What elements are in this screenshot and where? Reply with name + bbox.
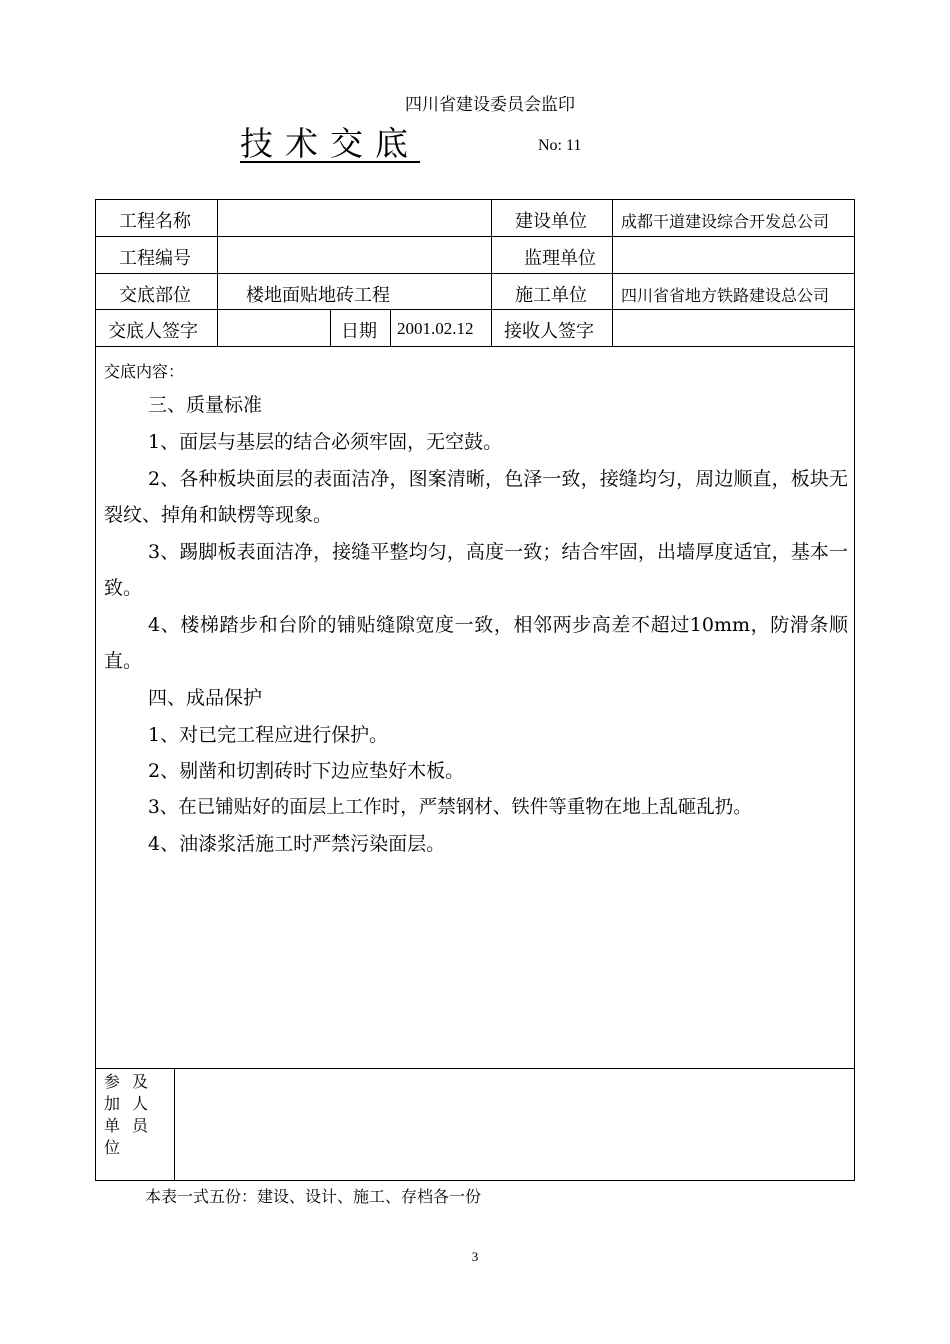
row-divider: [95, 273, 855, 274]
participants-label-line: 单员: [104, 1116, 161, 1135]
discloser-signature-label: 交底人签字: [108, 321, 198, 342]
column-divider: [491, 199, 492, 346]
page-number: 3: [471, 1249, 479, 1264]
row-divider: [95, 1068, 855, 1069]
builder-value: 成都干道建设综合开发总公司: [621, 212, 830, 231]
section-heading-quality: 三、质量标准: [148, 394, 263, 416]
date-label: 日期: [341, 321, 377, 342]
content-paragraph: 3、踢脚板表面洁净，接缝平整均匀，高度一致；结合牢固，出墙厚度适宜，基本一致。: [104, 541, 848, 599]
content-paragraph: 4、油漆浆活施工时严禁污染面层。: [148, 833, 446, 855]
part-value: 楼地面贴地砖工程: [246, 285, 390, 306]
project-no-label: 工程编号: [119, 248, 191, 269]
content-paragraph: 2、各种板块面层的表面洁净，图案清晰，色泽一致，接缝均匀，周边顺直，板块无裂纹、掉角和缺楞等现象。: [104, 468, 848, 526]
receiver-signature-label: 接收人签字: [504, 321, 594, 342]
project-name-label: 工程名称: [119, 211, 191, 232]
content-label: 交底内容：: [104, 362, 185, 381]
row-divider: [95, 236, 855, 237]
participants-label-line: 加人: [104, 1094, 161, 1113]
row-divider: [95, 309, 855, 310]
construction-label: 施工单位: [515, 285, 587, 306]
content-paragraph: 2、剔凿和切割砖时下边应垫好木板。: [148, 760, 465, 782]
part-label: 交底部位: [119, 285, 191, 306]
builder-label: 建设单位: [515, 211, 587, 232]
document-number: No: 11: [538, 137, 582, 154]
column-divider: [612, 199, 613, 346]
document-title: 技术交底: [240, 124, 420, 163]
construction-value: 四川省省地方铁路建设总公司: [621, 286, 830, 305]
content-paragraph: 3、在已铺贴好的面层上工作时，严禁钢材、铁件等重物在地上乱砸乱扔。: [148, 797, 752, 818]
section-heading-protection: 四、成品保护: [148, 687, 263, 709]
column-divider: [217, 199, 218, 346]
column-divider: [174, 1068, 175, 1181]
row-divider: [95, 346, 855, 347]
participants-label: [104, 1071, 160, 1159]
copies-note: 本表一式五份：建设、设计、施工、存档各一份: [145, 1187, 482, 1206]
supervisor-stamp-text: 四川省建设委员会监印: [405, 95, 575, 115]
column-divider: [330, 309, 331, 346]
content-paragraph: 1、面层与基层的结合必须牢固，无空鼓。: [148, 431, 503, 453]
participants-label-line: 参及: [104, 1072, 161, 1091]
content-paragraph: 1、对已完工程应进行保护。: [148, 724, 389, 746]
participants-label-line: 位: [104, 1138, 133, 1157]
content-paragraph: 4、楼梯踏步和台阶的铺贴缝隙宽度一致，相邻两步高差不超过10mm，防滑条顺直。: [104, 614, 848, 672]
supervision-label: 监理单位: [524, 248, 596, 269]
column-divider: [390, 309, 391, 346]
date-value: 2001.02.12: [397, 319, 474, 338]
